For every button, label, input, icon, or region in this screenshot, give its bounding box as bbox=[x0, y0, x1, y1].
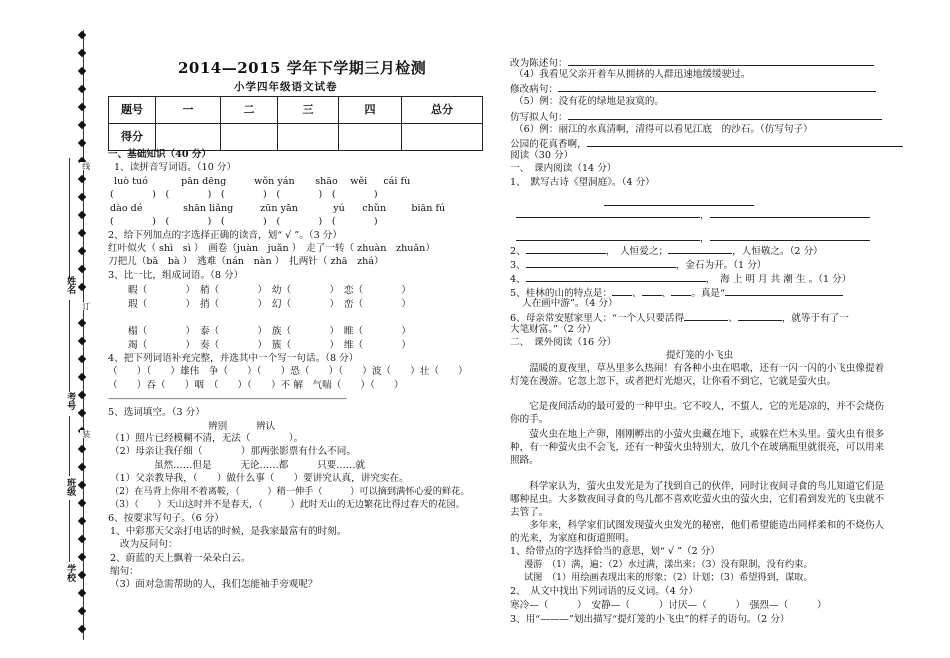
binding-diamond bbox=[78, 409, 86, 417]
question-5-item-5[interactable]: （3）（ ）天山这时并不是春天，（ ）此时天山的无边繁花比得过春天的花园。 bbox=[110, 499, 465, 510]
reading-question-4[interactable] bbox=[510, 272, 851, 287]
pinyin-row-2 bbox=[110, 203, 461, 216]
story-question-1-b[interactable]: 试图 （1）用绘画表现出来的形象；（2）计划；（3）希望得到，谋取。 bbox=[524, 572, 813, 583]
question-3-row-4[interactable]: 竭（ ） 奏（ ） 簇（ ） 维（ ） bbox=[128, 340, 412, 351]
reading-question-2[interactable] bbox=[510, 244, 823, 259]
question-5-item-1[interactable]: （1）照片已经模糊不清，无法（ ）。 bbox=[110, 433, 304, 444]
question-text: ， 海 上 明 月 共 潮 生 。（1 分） bbox=[705, 274, 852, 285]
question-2-line-1[interactable]: 红叶似火（ shì sì ） 画卷（juàn juǎn ） 走了一转（ zhuàn zhuǎn） bbox=[108, 243, 435, 254]
question-text: 6、母亲常安慰家里人：“一个人只要活得 bbox=[510, 313, 685, 324]
score-cell[interactable] bbox=[339, 124, 402, 151]
correct-sentence-label: 修改病句： bbox=[510, 84, 558, 95]
story-paragraph-5: 多年来，科学家们试图发现萤火虫发光的秘密，他们希望能造出同样柔和的不烧伤人的光来，为家庭和街道照明。 bbox=[510, 520, 885, 544]
score-header-cell: 二 bbox=[221, 97, 278, 124]
pinyin: dào dé bbox=[110, 203, 143, 214]
score-header-cell: 一 bbox=[156, 97, 221, 124]
binding-diamond bbox=[78, 175, 86, 183]
question-1: 1、读拼音写词语。（10 分） bbox=[114, 162, 237, 173]
story-paragraph-3: 萤火虫在地上产卵，刚刚孵出的小萤火虫藏在地下，或躲在烂木头里。萤火虫有很多种，有一种萤火虫不会飞，还有一种萤火虫特别大，放几个在玻璃瓶里就很亮，可以用来照路。 bbox=[510, 429, 885, 466]
exam-subtitle: 小学四年级语文试卷 bbox=[234, 81, 338, 93]
story-paragraph-2: 它是夜间活动的最可爱的一种甲虫。它不咬人，不蜇人，它的光是凉的，并不会烧伤你的手。 bbox=[510, 401, 885, 425]
binding-diamond bbox=[78, 319, 86, 327]
binding-diamond bbox=[78, 625, 86, 633]
score-cell[interactable] bbox=[278, 124, 339, 151]
pinyin: shān liǎng bbox=[183, 203, 234, 214]
binding-diamond bbox=[78, 31, 86, 39]
question-4-row-2[interactable]: （ ）吞（ ）咽 （ ）（ ）不 解 气喘（ ）（ ） bbox=[108, 380, 404, 391]
question-6-item-5: （5）例：没有花的绿地是寂寞的。 bbox=[514, 96, 665, 107]
binding-mark-line: 线 bbox=[81, 162, 91, 170]
binding-diamond bbox=[78, 337, 86, 345]
reading-question-1: 1、 默写古诗《望洞庭》。（4 分） bbox=[510, 177, 655, 188]
pinyin: luò tuó bbox=[114, 176, 148, 187]
question-4-answer-line[interactable]: —————————————————————————————————— bbox=[108, 394, 346, 403]
binding-diamond bbox=[78, 445, 86, 453]
binding-diamond bbox=[78, 49, 86, 57]
question-text: ，就等于有了一 bbox=[781, 313, 849, 324]
exam-number-label: 考号 bbox=[65, 392, 76, 410]
class-field-line[interactable] bbox=[69, 416, 70, 476]
question-6: 6、按要求写句子。（6 分） bbox=[108, 513, 224, 524]
correct-sentence[interactable] bbox=[510, 82, 876, 97]
binding-diamond bbox=[78, 607, 86, 615]
question-text: ， 人恒爱之； bbox=[605, 246, 669, 257]
score-value-row bbox=[109, 124, 483, 151]
question-6-item-6: （6）例：丽江的水真清啊，清得可以看见江底 的沙石。（仿写句子） bbox=[514, 124, 813, 135]
question-3-row-1[interactable]: 暇（ ） 稍（ ） 幼（ ） 恋（ ） bbox=[128, 285, 412, 296]
answer-line[interactable] bbox=[558, 82, 876, 92]
story-paragraph-4: 科学家认为，萤火虫发光是为了找到自己的伙伴，同时让夜间寻食的鸟儿知道它们是哪种昆虫。大多数夜间寻食的鸟儿都不喜欢吃萤火虫的萤火虫，它们看到发光的飞虫就不去管了。 bbox=[510, 481, 885, 518]
pinyin: wěi bbox=[350, 176, 368, 187]
question-number: 2、 bbox=[510, 246, 526, 257]
binding-diamond bbox=[78, 463, 86, 471]
question-6-item-1: 1、中彩那天父亲打电话的时候，是我家最富有的时刻。 bbox=[110, 526, 347, 537]
question-6-item-3: （3）面对急需帮助的人，我们怎能袖手旁观呢？ bbox=[110, 579, 318, 590]
story-question-1: 1、给带点的字选择恰当的意思，划“ √ ”（2 分） bbox=[510, 546, 720, 557]
question-6-item-2-instruction[interactable]: 缩句： bbox=[110, 566, 139, 577]
binding-diamond bbox=[78, 283, 86, 291]
section-basic-knowledge: 一、基础知识（40 分） bbox=[108, 149, 212, 160]
answer-brackets-row-2[interactable]: ( ) ( ) ( ) ( ) ( ) bbox=[110, 216, 378, 227]
binding-diamond bbox=[78, 589, 86, 597]
question-6-item-1-instruction[interactable]: 改为反问句： bbox=[120, 539, 178, 550]
question-text: 、 bbox=[728, 313, 738, 324]
question-2-line-2[interactable]: 刀把儿（bǎ bà ） 逃难（nán nàn ） 扎两针（ zhā zhá） bbox=[108, 256, 384, 267]
class-label: 班级 bbox=[65, 478, 76, 496]
pinyin: zūn yān bbox=[260, 203, 298, 214]
story-paragraph-1: 温暖的夏夜里，草丛里多么热闹！有各种小虫在唱歌，还有一闪一闪的小飞虫像提着灯笼在漫游。它忽上忽下，或者把灯光熄灭，让你看不到它，它就是萤火虫。 bbox=[510, 363, 885, 387]
question-text: 。真是“ bbox=[691, 288, 725, 299]
binding-diamond bbox=[78, 391, 86, 399]
binding-diamond bbox=[78, 553, 86, 561]
school-label: 学校 bbox=[65, 564, 76, 582]
pinyin: biān fú bbox=[411, 203, 446, 214]
binding-diamond bbox=[78, 571, 86, 579]
rewrite-declarative-label: 改为陈述句： bbox=[510, 58, 568, 69]
answer-line[interactable] bbox=[568, 110, 882, 120]
left-column bbox=[108, 0, 488, 658]
question-2: 2、给下列加点的字选择正确的读音，划“ √ ”。（3 分） bbox=[108, 230, 342, 241]
question-4: 4、把下列词语补充完整，并选其中一个写一句话。（8 分） bbox=[108, 353, 359, 364]
question-text: ，人恒敬之。（2 分） bbox=[732, 246, 823, 257]
name-label: 姓名 bbox=[65, 276, 76, 294]
question-3: 3、比一比，组成词语。（8 分） bbox=[108, 270, 244, 281]
section-reading: 阅读（30 分） bbox=[510, 150, 574, 161]
personification-sentence[interactable] bbox=[510, 110, 882, 125]
score-table bbox=[108, 96, 483, 151]
extracurricular-reading: 二、 课外阅读（16 分） bbox=[510, 337, 617, 348]
question-text: 5、桂林的山的特点是： bbox=[510, 288, 613, 299]
binding-diamond bbox=[78, 139, 86, 147]
binding-diamond bbox=[78, 499, 86, 507]
binding-diamond bbox=[78, 103, 86, 111]
poem-line-2[interactable]: ， bbox=[516, 231, 870, 246]
binding-diamond bbox=[78, 265, 86, 273]
binding-diamond bbox=[78, 121, 86, 129]
pinyin: cái fù bbox=[383, 176, 411, 187]
story-title: 提灯笼的小飞虫 bbox=[666, 350, 734, 361]
binding-diamond bbox=[78, 481, 86, 489]
question-5: 5、选词填空。（3 分） bbox=[108, 407, 205, 418]
binding-diamond bbox=[78, 247, 86, 255]
question-5-item-3[interactable]: （1）父亲教导我，（ ）做什么事（ ）要讲究认真，讲究实在。 bbox=[110, 473, 409, 484]
right-column bbox=[510, 0, 890, 658]
binding-mark-bind: 装 bbox=[81, 430, 91, 438]
story-question-2: 2、 从文中找出下列词语的反义词。（4 分） bbox=[510, 586, 698, 597]
question-3-row-3[interactable]: 榻（ ） 泰（ ） 族（ ） 睢（ ） bbox=[128, 326, 412, 337]
imitation-prompt: 公园的花真香啊， bbox=[510, 139, 587, 150]
exam-number-field-line[interactable] bbox=[69, 300, 70, 392]
score-header-cell: 三 bbox=[278, 97, 339, 124]
binding-mark-order: 订 bbox=[81, 302, 91, 310]
binding-diamond bbox=[78, 67, 86, 75]
answer-brackets-row-1[interactable]: ( ) ( ) ( ) ( ) ( ) bbox=[110, 189, 378, 200]
question-text: ，金石为开。（1 分） bbox=[675, 260, 767, 271]
score-header-cell: 总分 bbox=[402, 97, 483, 124]
question-5-item-4[interactable]: （2）在马背上你用不着离鞍，（ ）稍一伸手（ ）可以摘到满怀心爱的鲜花。 bbox=[110, 486, 470, 497]
question-4-row-1[interactable]: （ ）（ ）雄伟 争（ ）（ ）恐（ ）（ ）波（ ）壮（ ） bbox=[108, 366, 468, 377]
score-header-cell: 题号 bbox=[109, 97, 156, 124]
binding-diamond bbox=[78, 517, 86, 525]
answer-line[interactable] bbox=[568, 56, 874, 66]
score-cell[interactable] bbox=[156, 124, 221, 151]
score-cell[interactable] bbox=[221, 124, 278, 151]
story-question-1-a[interactable]: 漫游 （1）满，遍；（2）水过满，漾出来；（3）没有限制，没有约束。 bbox=[524, 559, 813, 570]
pinyin: pān dēng bbox=[181, 176, 227, 187]
pinyin: yú bbox=[333, 203, 345, 214]
question-5-word-choices-2: 虽然……但是 无论……都 只要……就 bbox=[154, 460, 366, 471]
pinyin: shāo bbox=[315, 176, 338, 187]
question-6-item-2: 2、蔚蓝的天上飘着一朵朵白云。 bbox=[110, 553, 251, 564]
binding-diamond bbox=[78, 355, 86, 363]
question-3-row-2[interactable]: 瑕（ ） 捎（ ） 幻（ ） 峦（ ） bbox=[128, 299, 412, 310]
score-row-label: 得分 bbox=[109, 124, 156, 151]
question-6-item-4: （4）我看见父亲开着车从拥挤的人群迅速地缓缓驶过。 bbox=[514, 69, 751, 80]
answer-line[interactable] bbox=[587, 137, 903, 147]
question-5-word-choices-1: 辨别 辨认 bbox=[208, 421, 276, 432]
binding-diamond bbox=[78, 193, 86, 201]
pinyin: chǔn bbox=[362, 203, 387, 214]
score-header-cell: 四 bbox=[339, 97, 402, 124]
binding-diamond bbox=[78, 211, 86, 219]
question-number: 3、 bbox=[510, 260, 526, 271]
binding-diamond bbox=[78, 229, 86, 237]
question-number: 4、 bbox=[510, 274, 526, 285]
score-cell[interactable] bbox=[402, 124, 483, 151]
name-field-line[interactable] bbox=[69, 158, 70, 278]
binding-diamond bbox=[78, 535, 86, 543]
in-class-reading: 一、 课内阅读（14 分） bbox=[510, 163, 617, 174]
reading-question-5-tail: 人在画中游”。（4 分） bbox=[522, 298, 618, 309]
binding-diamond bbox=[78, 85, 86, 93]
question-5-item-2[interactable]: （2）母亲让我仔细（ ）那两张影票有什么不同。 bbox=[110, 446, 356, 457]
binding-diamond bbox=[78, 373, 86, 381]
exam-title: 2014—2015 学年下学期三月检测 bbox=[178, 59, 427, 77]
score-header-row bbox=[109, 97, 483, 124]
reading-question-5[interactable]: 5、桂林的山的特点是： 、 、 。真是“ bbox=[510, 286, 843, 301]
poem-line-1[interactable]: ， bbox=[516, 208, 870, 223]
story-question-3: 3、用“———”划出描写“提灯笼的小飞虫”的样子的语句。（2 分） bbox=[510, 614, 790, 625]
pinyin-row-1 bbox=[114, 176, 433, 189]
story-question-2-answers[interactable]: 寒冷—（ ） 安静—（ ）讨厌—（ ） 强烈—（ ） bbox=[510, 600, 827, 611]
school-field-line[interactable] bbox=[69, 500, 70, 562]
reading-question-6-tail: 大笔财富。”（2 分） bbox=[510, 324, 597, 335]
pinyin: wǒn yán bbox=[254, 176, 295, 187]
personification-label: 仿写拟人句： bbox=[510, 112, 568, 123]
reading-question-3[interactable] bbox=[510, 258, 766, 273]
